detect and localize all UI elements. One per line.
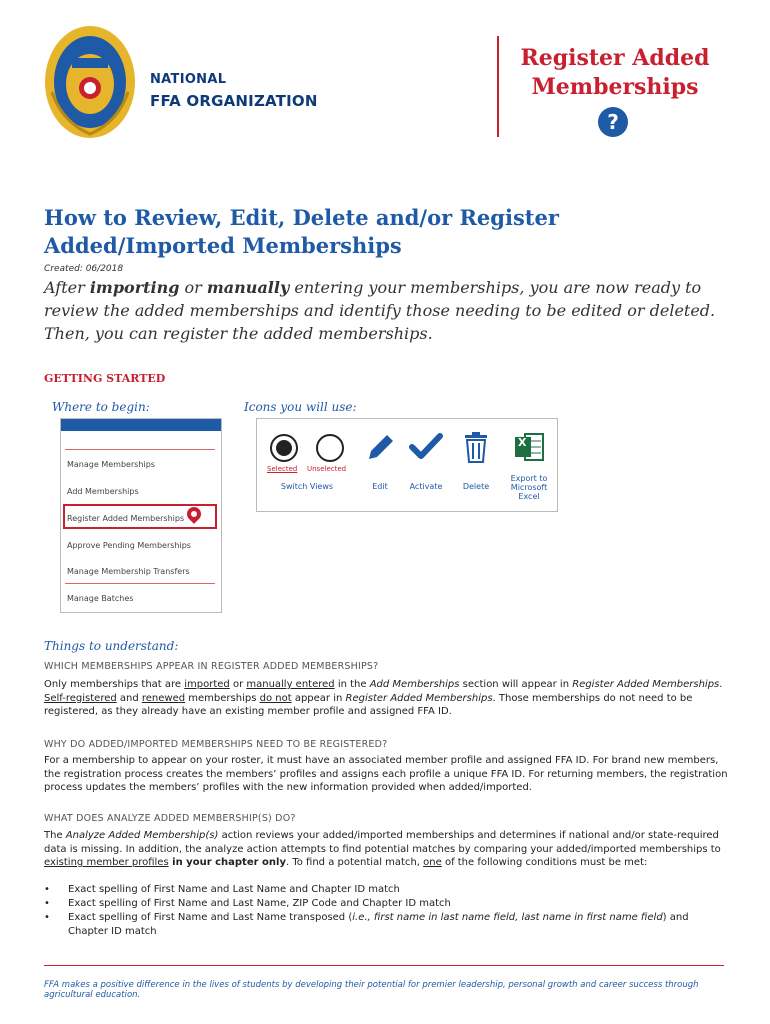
bullet-item-2 [44,897,734,911]
things-to-understand-heading: Things to understand: [44,639,179,653]
p1-text: . [719,679,723,690]
answer-3-paragraph [44,829,734,870]
bullet-text: Exact spelling of First Name and Last Name and Chapter ID match [68,884,400,895]
delete-label: Delete [462,482,490,491]
header-title-line1: Register Added [520,45,710,71]
p1-text: memberships [185,692,260,704]
p3-text: of the following conditions must be met: [441,857,648,868]
membership-menu-screenshot [60,418,222,613]
edit-label: Edit [372,482,388,491]
icons-you-will-use-label: Icons you will use: [244,400,357,414]
bullet-item-3 [44,911,734,939]
p3-text: The [44,830,66,841]
header-title [512,44,718,102]
intro-text: After [44,278,90,297]
radio-selected-icon [269,433,299,463]
p1-text: in the [334,679,370,690]
p1-text: Only memberships that are [44,679,185,690]
bullet-item-1 [44,883,734,897]
bullet-text [68,911,728,938]
intro-bold-importing: importing [89,278,180,297]
p1-underline-do-not: do not [259,692,292,704]
checkmark-activate-icon [409,431,443,463]
page-title [44,204,664,260]
icons-legend-panel [256,418,558,512]
p3-underline-existing-profiles: existing member profiles [44,857,169,868]
intro-paragraph [44,276,734,345]
help-icon[interactable]: ? [598,107,628,137]
menu-item-approve-pending-memberships[interactable]: Approve Pending Memberships [67,541,191,550]
p1-italic: Add Memberships [369,679,460,690]
created-date: Created: 06/2018 [44,264,124,274]
footer-mission-statement: FFA makes a positive difference in the lives of students by developing their potential for premier leadership, personal growth and career success through agricultural education. [44,980,699,1000]
page-title-line1: How to Review, Edit, Delete and/or Register [44,205,559,230]
header-divider [497,36,499,137]
menu-item-register-added-memberships[interactable]: Register Added Memberships [67,514,185,523]
p1-italic: Register Added Memberships [345,692,493,704]
p1-underline-renewed: renewed [141,692,186,704]
bullet-dot: • [44,898,50,909]
p1-text: . Those memberships do not need to be registered, as they already have an existing member profile and assigned FFA ID. [44,692,693,717]
org-name-line1: NATIONAL [150,72,227,87]
answer-2-paragraph: For a membership to appear on your roster, it must have an associated member profile and assigned FFA ID. For brand new members, the registration process creates the members’ profiles and assigns each profile a unique FFA ID. For returning members, the registration process updates the members’ profiles with the new information provided when added/imported. [44,755,728,793]
radio-unselected-icon [315,433,345,463]
page-title-line2: Added/Imported Memberships [44,233,402,258]
menu-item-manage-membership-transfers[interactable]: Manage Membership Transfers [67,567,190,576]
footer-divider [44,965,724,966]
p1-text: or [229,679,247,690]
selected-label: Selected [267,465,298,473]
intro-text: entering your memberships, you are now ready to review the added memberships and identify those needing to be edited or deleted. Then, you can register the added memberships. [44,278,716,343]
header-title-line2: Memberships [531,74,699,100]
menu-divider [65,583,215,584]
activate-label: Activate [409,482,443,491]
bullet-dot: • [44,912,50,923]
menu-header-bar [61,419,221,431]
p1-underline-self-registered: Self-registered [44,692,117,704]
pencil-edit-icon [365,431,395,463]
question-2-heading: WHY DO ADDED/IMPORTED MEMBERSHIPS NEED TO BE REGISTERED? [44,739,388,750]
p3-text: action reviews your added/imported memberships and determines if national and/or state-required data is missing. In addition, the analyze action attempts to find potential matches by comparing your added/imported memberships to [44,830,721,855]
p1-text: section will appear in [459,679,573,690]
org-name-line2: FFA ORGANIZATION [150,92,318,110]
question-1-heading: WHICH MEMBERSHIPS APPEAR IN REGISTER ADDED MEMBERSHIPS? [44,661,379,672]
bullet-3-text: ) and Chapter ID match [68,912,689,937]
where-to-begin-label: Where to begin: [52,400,150,414]
menu-divider [65,449,215,450]
p1-italic: Register Added Memberships [572,679,720,690]
bullet-3-text: Exact spelling of First Name and Last Name transposed ( [68,912,353,923]
excel-icon-letter: X [518,436,527,449]
menu-item-manage-batches[interactable]: Manage Batches [67,594,134,603]
p3-underline-one: one [423,857,442,868]
switch-views-label: Switch Views [280,482,334,491]
p3-text: . To find a potential match, [285,857,424,868]
getting-started-heading: GETTING STARTED [44,372,166,385]
p1-text: and [116,692,142,704]
p3-italic: Analyze Added Membership(s) [65,830,219,841]
bullet-text: Exact spelling of First Name and Last Name, ZIP Code and Chapter ID match [68,898,451,909]
bullet-3-italic: i.e., first name in last name field, last name in first name field [352,912,663,923]
p1-underline-imported: imported [184,679,230,690]
export-excel-label: Export to Microsoft Excel [510,474,548,501]
p3-bold-chapter-only: in your chapter only [168,857,286,868]
bullet-dot: • [44,884,50,895]
trash-delete-icon [463,431,489,463]
p1-text: appear in [291,692,346,704]
intro-bold-manually: manually [206,278,290,297]
menu-item-add-memberships[interactable]: Add Memberships [67,487,139,496]
unselected-label: Unselected [307,465,347,473]
p1-underline-manually-entered: manually entered [246,679,335,690]
question-3-heading: WHAT DOES ANALYZE ADDED MEMBERSHIP(S) DO? [44,813,296,824]
ffa-emblem-logo [42,22,138,142]
intro-text: or [179,278,207,297]
answer-1-paragraph [44,678,734,719]
menu-item-manage-memberships[interactable]: Manage Memberships [67,460,155,469]
